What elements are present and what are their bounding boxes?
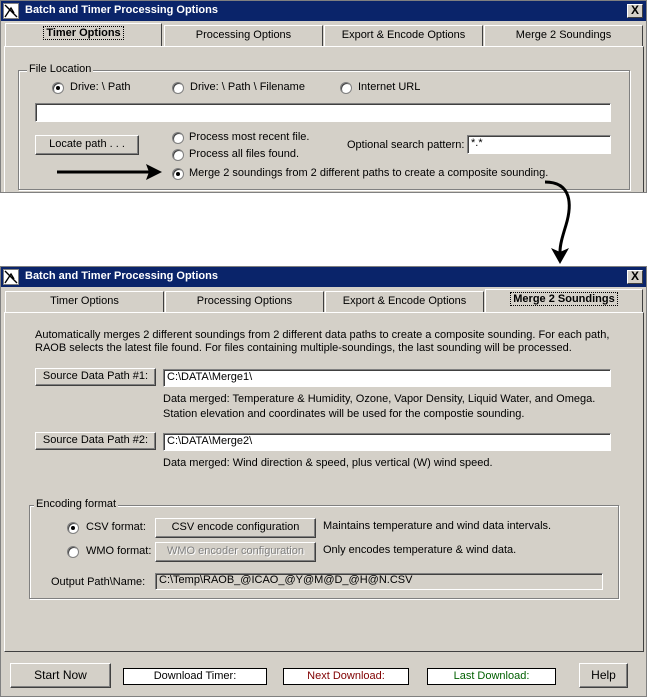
- merge-description-line1: Automatically merges 2 different soundings from 2 different data paths to create a composite sounding. For each path,: [35, 329, 610, 341]
- help-button[interactable]: Help: [579, 663, 628, 688]
- radio-merge-2-soundings-label: Merge 2 soundings from 2 different paths to create a composite sounding.: [189, 167, 549, 179]
- merge-panel: [4, 312, 644, 652]
- output-path-input[interactable]: C:\Temp\RAOB_@ICAO_@Y@M@D_@H@N.CSV: [155, 573, 603, 590]
- app-icon: [3, 269, 19, 285]
- download-timer-box: Download Timer:: [123, 668, 267, 685]
- source-data-path-1-button[interactable]: Source Data Path #1:: [35, 368, 156, 386]
- radio-wmo-format[interactable]: [67, 546, 79, 558]
- wmo-format-note: Only encodes temperature & wind data.: [323, 544, 517, 556]
- search-pattern-label: Optional search pattern:: [347, 139, 465, 151]
- window-title: Batch and Timer Processing Options: [25, 270, 218, 282]
- csv-encode-configuration-button[interactable]: CSV encode configuration: [155, 518, 316, 538]
- radio-drive-path-label: Drive: \ Path: [70, 81, 131, 93]
- tab-processing-options-label: Processing Options: [196, 295, 293, 307]
- wmo-format-label: WMO format:: [86, 545, 152, 557]
- radio-drive-path-filename-label: Drive: \ Path \ Filename: [190, 81, 305, 93]
- close-icon[interactable]: X: [627, 270, 643, 284]
- tab-timer-options-label: Timer Options: [50, 295, 119, 307]
- tab-timer-options[interactable]: [5, 291, 164, 312]
- source-1-note-line1: Data merged: Temperature & Humidity, Ozone, Vapor Density, Liquid Water, and Omega.: [163, 393, 596, 405]
- tab-export-encode-options[interactable]: [325, 291, 484, 312]
- next-download-box: Next Download:: [283, 668, 409, 685]
- tab-export-encode-options-label: Export & Encode Options: [342, 295, 467, 307]
- csv-format-label: CSV format:: [86, 521, 146, 533]
- output-path-label: Output Path\Name:: [51, 576, 146, 588]
- radio-process-most-recent-label: Process most recent file.: [189, 131, 310, 143]
- curved-arrow-icon: [545, 182, 569, 264]
- source-data-path-1-input[interactable]: C:\DATA\Merge1\: [163, 369, 611, 387]
- csv-format-note: Maintains temperature and wind data intervals.: [323, 520, 552, 532]
- wmo-encoder-configuration-button[interactable]: WMO encoder configuration: [155, 542, 316, 562]
- straight-arrow-icon: [57, 164, 162, 180]
- source-data-path-2-button[interactable]: Source Data Path #2:: [35, 432, 156, 450]
- source-data-path-2-input[interactable]: C:\DATA\Merge2\: [163, 433, 611, 451]
- window-title: Batch and Timer Processing Options: [25, 4, 218, 16]
- tab-processing-options[interactable]: [165, 291, 324, 312]
- encoding-format-label: Encoding format: [36, 498, 117, 510]
- merge-description-line2: RAOB selects the latest file found. For files containing multiple-soundings, the last sounding will be processed.: [35, 342, 572, 354]
- radio-process-all-files-label: Process all files found.: [189, 148, 300, 160]
- tab-processing-options-label: Processing Options: [195, 29, 292, 41]
- locate-path-button[interactable]: Locate path . . .: [35, 135, 139, 155]
- last-download-box: Last Download:: [427, 668, 556, 685]
- tab-merge-2-soundings-label: Merge 2 Soundings: [510, 292, 617, 306]
- search-pattern-input[interactable]: *.*: [467, 135, 611, 154]
- start-now-button[interactable]: Start Now: [10, 663, 111, 688]
- tab-merge-2-soundings-label: Merge 2 Soundings: [515, 29, 612, 41]
- tab-merge-2-soundings[interactable]: [485, 289, 643, 313]
- bottom-title-bar[interactable]: [1, 267, 646, 287]
- source-2-note: Data merged: Wind direction & speed, plus vertical (W) wind speed.: [163, 457, 493, 469]
- file-location-label: File Location: [29, 63, 92, 75]
- tab-export-encode-options-label: Export & Encode Options: [341, 29, 466, 41]
- radio-csv-format[interactable]: [67, 522, 79, 534]
- tab-timer-options-label: Timer Options: [43, 26, 123, 40]
- radio-internet-url-label: Internet URL: [358, 81, 421, 93]
- source-1-note-line2: Station elevation and coordinates will be used for the compostie sounding.: [163, 408, 525, 420]
- close-icon[interactable]: X: [627, 4, 643, 18]
